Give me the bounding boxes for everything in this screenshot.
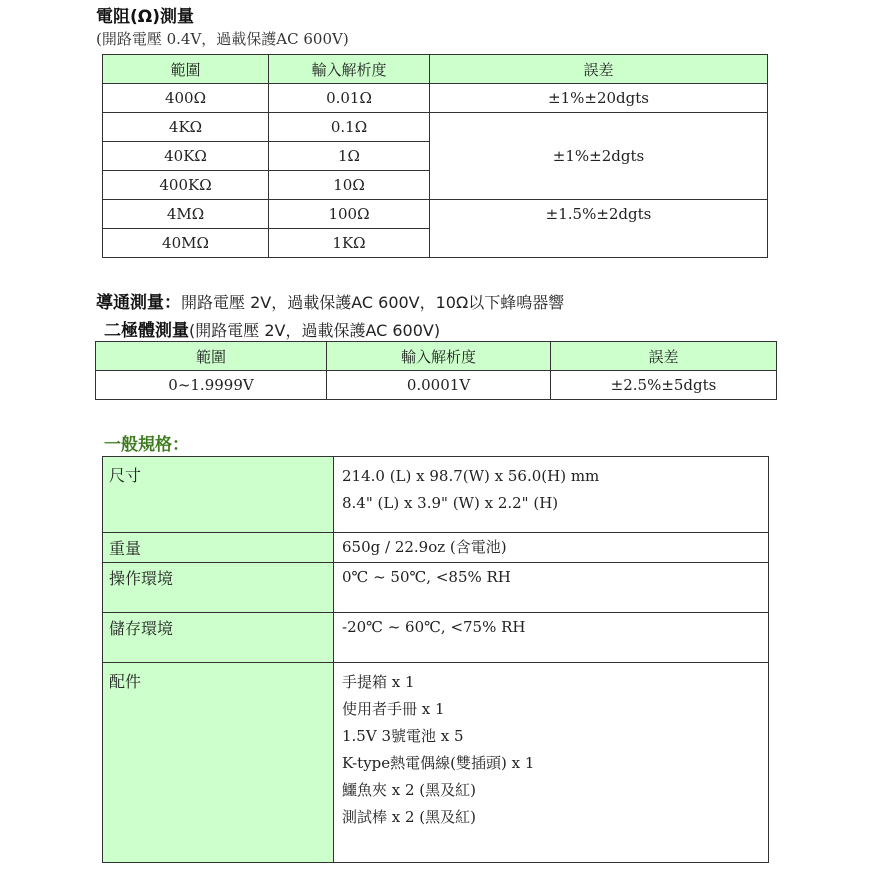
error-cell: ±2.5%±5dgts bbox=[551, 371, 777, 400]
table-header-row bbox=[96, 342, 777, 371]
spec-value bbox=[334, 613, 769, 663]
header-error: 誤差 bbox=[551, 342, 777, 371]
specs-title: 一般規格： bbox=[104, 435, 189, 455]
resolution-cell: 1Ω bbox=[269, 142, 430, 171]
spec-line: 8.4" (L) x 3.9" (W) x 2.2" (H) bbox=[342, 494, 559, 512]
spec-line: 650g / 22.9oz (含電池) bbox=[342, 538, 507, 556]
diode-title: 二極體測量 bbox=[104, 321, 189, 341]
header-resolution: 輸入解析度 bbox=[327, 342, 551, 371]
table-row bbox=[103, 663, 769, 863]
continuity-title: 導通測量： bbox=[96, 293, 181, 313]
resolution-cell: 10Ω bbox=[269, 171, 430, 200]
continuity-text: 開路電壓 2V，過載保護AC 600V，10Ω以下蜂鳴器響 bbox=[181, 293, 565, 312]
table-header-row bbox=[103, 55, 768, 84]
spec-line: 鱷魚夾 x 2 (黑及紅) bbox=[342, 781, 477, 799]
range-cell: 40MΩ bbox=[103, 229, 269, 258]
resistance-title: 電阻(Ω)測量 bbox=[96, 7, 194, 27]
resistance-table bbox=[102, 54, 768, 258]
table-row bbox=[103, 457, 769, 533]
spec-line: 手提箱 x 1 bbox=[342, 673, 415, 691]
resolution-cell: 0.0001V bbox=[327, 371, 551, 400]
diode-table bbox=[95, 341, 777, 400]
range-cell: 400KΩ bbox=[103, 171, 269, 200]
diode-line bbox=[104, 316, 440, 341]
header-range: 範圍 bbox=[103, 55, 269, 84]
spec-line: 測試棒 x 2 (黑及紅) bbox=[342, 808, 477, 826]
error-cell: ±1%±2dgts bbox=[430, 113, 768, 200]
spec-line: 214.0 (L) x 98.7(W) x 56.0(H) mm bbox=[342, 467, 600, 485]
spec-line: 1.5V 3號電池 x 5 bbox=[342, 727, 464, 745]
range-cell: 40KΩ bbox=[103, 142, 269, 171]
table-row bbox=[103, 533, 769, 563]
spec-line: 0℃ ~ 50℃, <85% RH bbox=[342, 568, 511, 586]
resolution-cell: 0.01Ω bbox=[269, 84, 430, 113]
table-row bbox=[103, 563, 769, 613]
table-row bbox=[96, 371, 777, 400]
range-cell: 4KΩ bbox=[103, 113, 269, 142]
diode-subtitle: (開路電壓 2V，過載保護AC 600V) bbox=[189, 321, 441, 340]
table-row bbox=[103, 200, 768, 229]
spec-value bbox=[334, 563, 769, 613]
table-row bbox=[103, 113, 768, 142]
spec-label: 儲存環境 bbox=[103, 613, 334, 663]
spec-label: 操作環境 bbox=[103, 563, 334, 613]
resolution-cell: 100Ω bbox=[269, 200, 430, 229]
spec-line: -20℃ ~ 60℃, <75% RH bbox=[342, 618, 526, 636]
resolution-cell: 0.1Ω bbox=[269, 113, 430, 142]
continuity-line bbox=[96, 288, 564, 313]
header-resolution: 輸入解析度 bbox=[269, 55, 430, 84]
range-cell: 0~1.9999V bbox=[96, 371, 327, 400]
spec-label: 重量 bbox=[103, 533, 334, 563]
spec-value bbox=[334, 457, 769, 533]
spec-label: 配件 bbox=[103, 663, 334, 863]
spec-label: 尺寸 bbox=[103, 457, 334, 533]
header-range: 範圍 bbox=[96, 342, 327, 371]
resistance-subtitle: (開路電壓 0.4V，過載保護AC 600V) bbox=[96, 30, 349, 48]
error-cell: ±1%±20dgts bbox=[430, 84, 768, 113]
specs-table bbox=[102, 456, 769, 863]
header-error: 誤差 bbox=[430, 55, 768, 84]
error-cell: ±1.5%±2dgts bbox=[430, 200, 768, 258]
table-row bbox=[103, 84, 768, 113]
spec-value bbox=[334, 533, 769, 563]
range-cell: 400Ω bbox=[103, 84, 269, 113]
resolution-cell: 1KΩ bbox=[269, 229, 430, 258]
spec-line: K-type熱電偶線(雙插頭) x 1 bbox=[342, 754, 535, 772]
spec-value bbox=[334, 663, 769, 863]
range-cell: 4MΩ bbox=[103, 200, 269, 229]
spec-line: 使用者手冊 x 1 bbox=[342, 700, 445, 718]
table-row bbox=[103, 613, 769, 663]
